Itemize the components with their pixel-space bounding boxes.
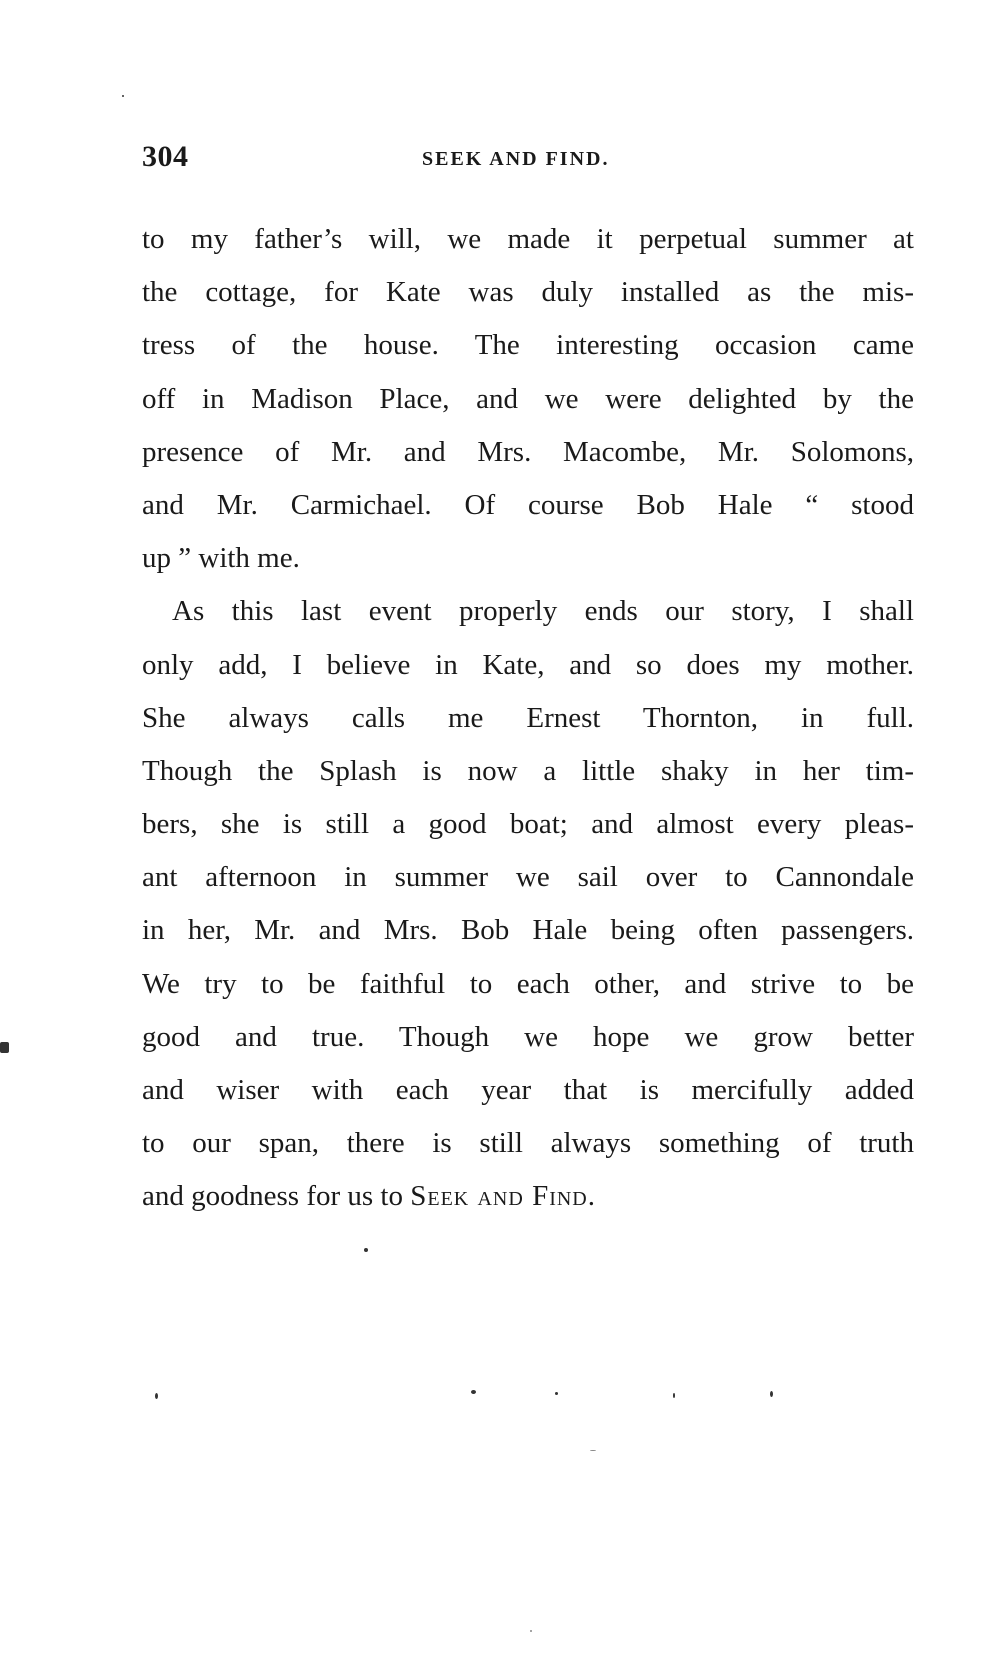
text-line: We try to be faithful to each other, and strive to be [142,967,914,1000]
text-line: good and true. Though we hope we grow better [142,1020,914,1053]
body-text [142,213,914,1224]
scan-speck [364,1248,368,1252]
scan-speck [155,1393,158,1399]
scan-speck [530,1630,532,1632]
scan-speck [555,1392,558,1395]
text-line: presence of Mr. and Mrs. Macombe, Mr. Solomons, [142,435,914,468]
scan-speck [590,1450,596,1451]
text-line: to our span, there is still always something of truth [142,1127,914,1160]
book-title-smallcaps: Seek and Find. [410,1180,596,1213]
page-number: 304 [142,140,189,173]
text-line: in her, Mr. and Mrs. Bob Hale being often passengers. [142,914,914,947]
scan-speck [471,1390,476,1394]
running-head: SEEK AND FIND. [422,148,610,170]
text-line: ant afternoon in summer we sail over to Cannondale [142,861,914,894]
text-line: tress of the house. The interesting occasion came [142,329,914,362]
text-line: only add, I believe in Kate, and so does my mother. [142,648,914,681]
final-line-text: and goodness for us to [142,1180,411,1213]
text-line: She always calls me Ernest Thornton, in full. [142,701,914,734]
text-line-final [142,1170,914,1223]
page-header [142,140,914,180]
text-line: and Mr. Carmichael. Of course Bob Hale “ stood [142,488,914,521]
text-line: the cottage, for Kate was duly installed as the mis- [142,276,914,309]
text-line: and wiser with each year that is mercifully added [142,1074,914,1106]
scan-speck [122,95,124,97]
text-line: off in Madison Place, and we were delighted by the [142,382,914,415]
paragraph-2 [142,585,914,1223]
scan-speck [673,1393,675,1398]
scan-speck [770,1391,773,1397]
text-line: As this last event properly ends our story, I shall [172,595,914,628]
text-line: bers, she is still a good boat; and almost every pleas- [142,808,914,841]
text-line: up ” with me. [142,542,300,575]
text-line: to my father’s will, we made it perpetual summer at [142,223,914,255]
paragraph-1 [142,213,914,585]
scan-speck [0,1042,9,1053]
text-line: Though the Splash is now a little shaky in her tim- [142,754,914,787]
